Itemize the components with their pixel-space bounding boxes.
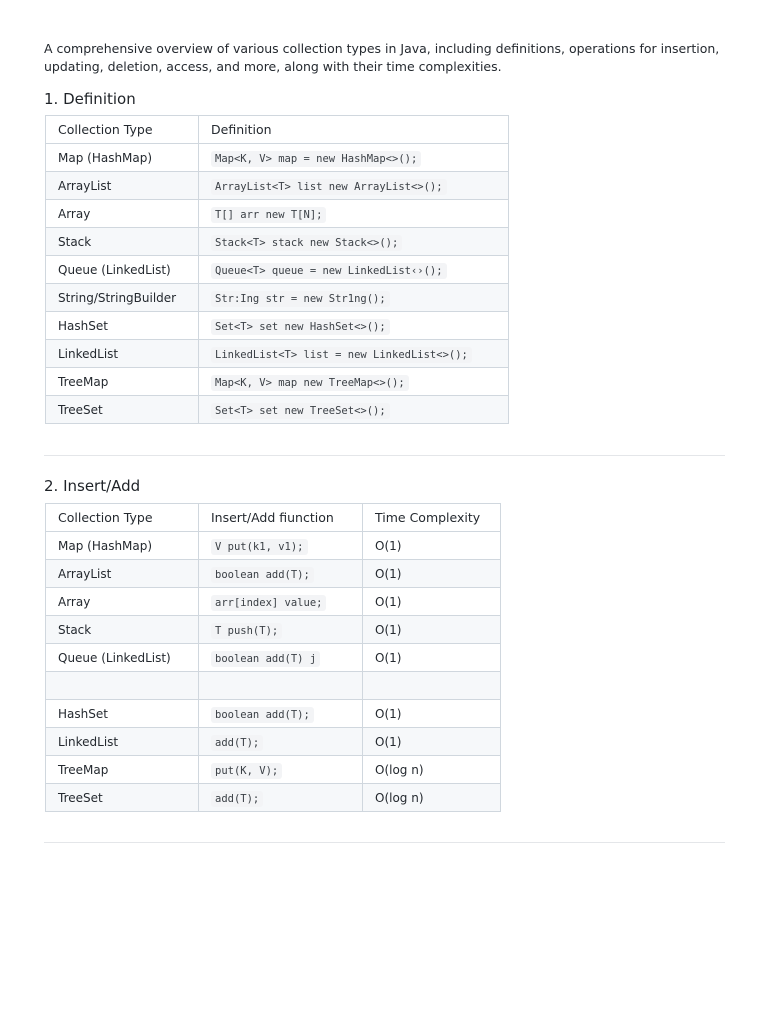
collection-type-cell: TreeSet (46, 396, 199, 424)
complexity-cell: O(1) (363, 644, 501, 672)
definition-cell (199, 228, 509, 256)
table-row (46, 172, 509, 200)
complexity-cell: O(log n) (363, 784, 501, 812)
table-row (46, 200, 509, 228)
definition-cell (199, 396, 509, 424)
table-row (46, 532, 501, 560)
code-snippet: T push(T); (211, 623, 282, 639)
function-cell (199, 700, 363, 728)
collection-type-cell: HashSet (46, 700, 199, 728)
definition-cell (199, 172, 509, 200)
collection-type-cell: String/StringBuilder (46, 284, 199, 312)
complexity-cell: O(1) (363, 560, 501, 588)
collection-type-cell (46, 672, 199, 700)
code-snippet: add(T); (211, 791, 263, 807)
definition-cell (199, 144, 509, 172)
function-cell (199, 672, 363, 700)
collection-type-cell: Stack (46, 616, 199, 644)
intro-paragraph: A comprehensive overview of various collection types in Java, including definitions, operations for insertion, updating, deletion, access, and more, along with their time complexities. (44, 41, 720, 74)
complexity-cell (363, 672, 501, 700)
column-header: Time Complexity (363, 504, 501, 532)
table-row (46, 368, 509, 396)
code-snippet: Map<K, V> map new TreeMap<>(); (211, 375, 409, 391)
function-cell (199, 784, 363, 812)
code-snippet: LinkedList<T> list = new LinkedList<>(); (211, 347, 472, 363)
collection-type-cell: Map (HashMap) (46, 144, 199, 172)
code-snippet: Map<K, V> map = new HashMap<>(); (211, 151, 421, 167)
function-cell (199, 644, 363, 672)
function-cell (199, 756, 363, 784)
table-row (46, 644, 501, 672)
collection-type-cell: Array (46, 588, 199, 616)
definition-table (45, 115, 509, 424)
code-snippet: boolean add(T); (211, 567, 314, 583)
function-cell (199, 616, 363, 644)
collection-type-cell: LinkedList (46, 340, 199, 368)
code-snippet: ArrayList<T> list new ArrayList<>(); (211, 179, 447, 195)
table-row (46, 728, 501, 756)
code-snippet: boolean add(T) j (211, 651, 320, 667)
column-header: Definition (199, 116, 509, 144)
table-row (46, 284, 509, 312)
complexity-cell: O(1) (363, 588, 501, 616)
table-row (46, 616, 501, 644)
complexity-cell: O(log n) (363, 756, 501, 784)
table-row (46, 396, 509, 424)
complexity-cell: O(1) (363, 616, 501, 644)
function-cell (199, 532, 363, 560)
function-cell (199, 588, 363, 616)
code-snippet: add(T); (211, 735, 263, 751)
table-row (46, 228, 509, 256)
code-snippet: T[] arr new T[N]; (211, 207, 326, 223)
column-header: Collection Type (46, 504, 199, 532)
complexity-cell: O(1) (363, 728, 501, 756)
table-header-row (46, 504, 501, 532)
collection-type-cell: LinkedList (46, 728, 199, 756)
definition-cell (199, 340, 509, 368)
code-snippet: put(K, V); (211, 763, 282, 779)
table-row (46, 256, 509, 284)
collection-type-cell: Queue (LinkedList) (46, 256, 199, 284)
code-snippet: V put(k1, v1); (211, 539, 308, 555)
complexity-cell: O(1) (363, 700, 501, 728)
collection-type-cell: TreeSet (46, 784, 199, 812)
function-cell (199, 560, 363, 588)
column-header: Insert/Add fiunction (199, 504, 363, 532)
insert-heading: 2. Insert/Add (44, 477, 141, 495)
collection-type-cell: HashSet (46, 312, 199, 340)
code-snippet: Str:Ing str = new Str1ng(); (211, 291, 390, 307)
collection-type-cell: Stack (46, 228, 199, 256)
collection-type-cell: ArrayList (46, 560, 199, 588)
code-snippet: arr[index] value; (211, 595, 326, 611)
section-divider (44, 842, 725, 843)
code-snippet: Stack<T> stack new Stack<>(); (211, 235, 402, 251)
table-row (46, 340, 509, 368)
code-snippet: boolean add(T); (211, 707, 314, 723)
table-header-row (46, 116, 509, 144)
definition-cell (199, 256, 509, 284)
code-snippet: Queue<T> queue = new LinkedList‹›(); (211, 263, 447, 279)
column-header: Collection Type (46, 116, 199, 144)
definition-cell (199, 284, 509, 312)
collection-type-cell: TreeMap (46, 368, 199, 396)
code-snippet: Set<T> set new TreeSet<>(); (211, 403, 390, 419)
table-row (46, 312, 509, 340)
code-snippet: Set<T> set new HashSet<>(); (211, 319, 390, 335)
table-row (46, 588, 501, 616)
collection-type-cell: Map (HashMap) (46, 532, 199, 560)
table-row (46, 560, 501, 588)
table-row (46, 672, 501, 700)
collection-type-cell: Array (46, 200, 199, 228)
insert-table (45, 503, 501, 812)
table-row (46, 756, 501, 784)
definition-heading: 1. Definition (44, 90, 136, 108)
function-cell (199, 728, 363, 756)
collection-type-cell: TreeMap (46, 756, 199, 784)
table-row (46, 784, 501, 812)
complexity-cell: O(1) (363, 532, 501, 560)
collection-type-cell: Queue (LinkedList) (46, 644, 199, 672)
table-row (46, 144, 509, 172)
collection-type-cell: ArrayList (46, 172, 199, 200)
definition-cell (199, 200, 509, 228)
section-divider (44, 455, 725, 456)
definition-cell (199, 312, 509, 340)
definition-cell (199, 368, 509, 396)
table-row (46, 700, 501, 728)
